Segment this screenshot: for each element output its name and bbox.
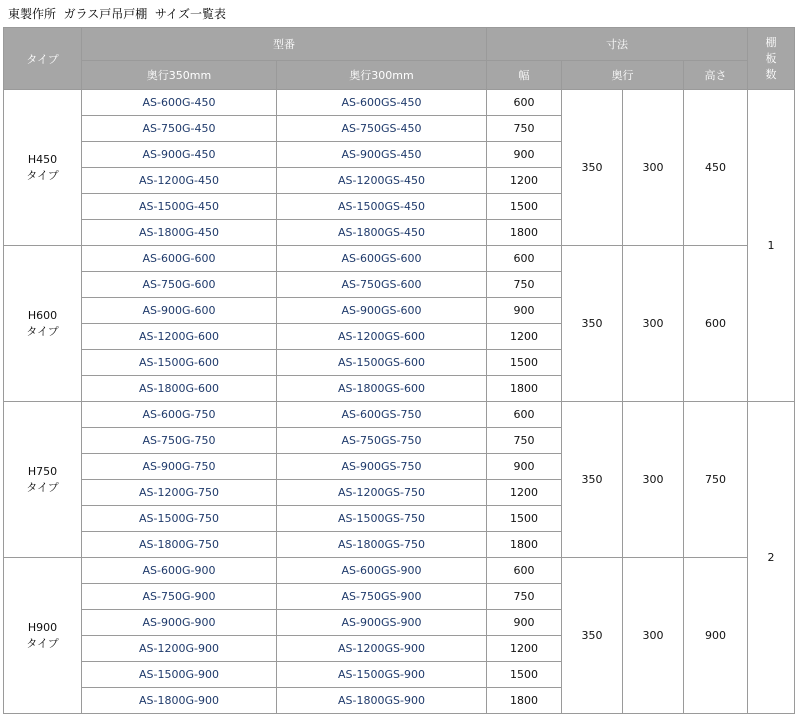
type-suffix: タイプ bbox=[26, 168, 59, 182]
model-350-cell: AS-600G-900 bbox=[82, 558, 277, 584]
table-row bbox=[4, 90, 795, 116]
size-table bbox=[3, 27, 795, 714]
depth-300-cell: 300 bbox=[623, 558, 684, 714]
model-300-cell: AS-900GS-450 bbox=[277, 142, 487, 168]
height-cell: 900 bbox=[684, 558, 748, 714]
model-300-cell: AS-1800GS-450 bbox=[277, 220, 487, 246]
header-shelf-count-char: 板 bbox=[765, 51, 777, 65]
model-350-cell: AS-1500G-900 bbox=[82, 662, 277, 688]
header-model: 型番 bbox=[82, 28, 487, 61]
model-300-cell: AS-1200GS-450 bbox=[277, 168, 487, 194]
header-shelf-count-char: 数 bbox=[765, 67, 777, 81]
type-cell bbox=[4, 558, 82, 714]
type-cell bbox=[4, 402, 82, 558]
type-code: H900 bbox=[27, 620, 58, 634]
depth-350-cell: 350 bbox=[562, 558, 623, 714]
width-cell: 600 bbox=[487, 402, 562, 428]
width-cell: 1200 bbox=[487, 324, 562, 350]
model-350-cell: AS-750G-750 bbox=[82, 428, 277, 454]
width-cell: 750 bbox=[487, 116, 562, 142]
width-cell: 900 bbox=[487, 142, 562, 168]
model-350-cell: AS-1500G-600 bbox=[82, 350, 277, 376]
model-350-cell: AS-600G-450 bbox=[82, 90, 277, 116]
width-cell: 600 bbox=[487, 90, 562, 116]
model-350-cell: AS-600G-750 bbox=[82, 402, 277, 428]
model-300-cell: AS-1200GS-600 bbox=[277, 324, 487, 350]
model-350-cell: AS-1200G-600 bbox=[82, 324, 277, 350]
table-row bbox=[4, 558, 795, 584]
depth-350-cell: 350 bbox=[562, 90, 623, 246]
model-300-cell: AS-750GS-750 bbox=[277, 428, 487, 454]
width-cell: 1800 bbox=[487, 532, 562, 558]
model-300-cell: AS-900GS-900 bbox=[277, 610, 487, 636]
height-cell: 750 bbox=[684, 402, 748, 558]
model-350-cell: AS-750G-450 bbox=[82, 116, 277, 142]
model-300-cell: AS-750GS-900 bbox=[277, 584, 487, 610]
model-300-cell: AS-1500GS-450 bbox=[277, 194, 487, 220]
width-cell: 1200 bbox=[487, 480, 562, 506]
depth-300-cell: 300 bbox=[623, 402, 684, 558]
shelf-count-cell: 1 bbox=[748, 90, 795, 402]
width-cell: 900 bbox=[487, 610, 562, 636]
model-300-cell: AS-1500GS-900 bbox=[277, 662, 487, 688]
header-shelf-count-char: 棚 bbox=[765, 35, 777, 49]
width-cell: 1200 bbox=[487, 636, 562, 662]
header-width: 幅 bbox=[487, 61, 562, 90]
model-300-cell: AS-1500GS-600 bbox=[277, 350, 487, 376]
model-300-cell: AS-750GS-450 bbox=[277, 116, 487, 142]
header-height: 高さ bbox=[684, 61, 748, 90]
width-cell: 1800 bbox=[487, 376, 562, 402]
type-code: H600 bbox=[27, 308, 58, 322]
model-350-cell: AS-1200G-450 bbox=[82, 168, 277, 194]
model-300-cell: AS-900GS-750 bbox=[277, 454, 487, 480]
depth-300-cell: 300 bbox=[623, 90, 684, 246]
model-300-cell: AS-1800GS-750 bbox=[277, 532, 487, 558]
model-300-cell: AS-600GS-600 bbox=[277, 246, 487, 272]
header-type: タイプ bbox=[4, 28, 82, 90]
type-code: H750 bbox=[27, 464, 58, 478]
table-row bbox=[4, 246, 795, 272]
height-cell: 450 bbox=[684, 90, 748, 246]
model-300-cell: AS-1500GS-750 bbox=[277, 506, 487, 532]
width-cell: 750 bbox=[487, 272, 562, 298]
width-cell: 900 bbox=[487, 298, 562, 324]
model-300-cell: AS-600GS-750 bbox=[277, 402, 487, 428]
depth-350-cell: 350 bbox=[562, 246, 623, 402]
model-350-cell: AS-1800G-450 bbox=[82, 220, 277, 246]
model-350-cell: AS-1800G-750 bbox=[82, 532, 277, 558]
model-350-cell: AS-750G-600 bbox=[82, 272, 277, 298]
model-350-cell: AS-1800G-900 bbox=[82, 688, 277, 714]
width-cell: 1500 bbox=[487, 350, 562, 376]
model-350-cell: AS-1500G-450 bbox=[82, 194, 277, 220]
width-cell: 1500 bbox=[487, 662, 562, 688]
shelf-count-cell: 2 bbox=[748, 402, 795, 714]
header-model-350: 奥行350mm bbox=[82, 61, 277, 90]
width-cell: 1800 bbox=[487, 688, 562, 714]
model-300-cell: AS-900GS-600 bbox=[277, 298, 487, 324]
depth-300-cell: 300 bbox=[623, 246, 684, 402]
table-row bbox=[4, 402, 795, 428]
width-cell: 600 bbox=[487, 558, 562, 584]
type-suffix: タイプ bbox=[26, 324, 59, 338]
width-cell: 750 bbox=[487, 428, 562, 454]
table-body bbox=[4, 90, 795, 714]
model-350-cell: AS-750G-900 bbox=[82, 584, 277, 610]
width-cell: 1500 bbox=[487, 194, 562, 220]
model-350-cell: AS-1200G-900 bbox=[82, 636, 277, 662]
model-300-cell: AS-1200GS-900 bbox=[277, 636, 487, 662]
type-code: H450 bbox=[27, 152, 58, 166]
width-cell: 750 bbox=[487, 584, 562, 610]
header-shelf-count-label bbox=[748, 35, 794, 83]
header-model-300: 奥行300mm bbox=[277, 61, 487, 90]
model-300-cell: AS-750GS-600 bbox=[277, 272, 487, 298]
model-300-cell: AS-1200GS-750 bbox=[277, 480, 487, 506]
type-cell bbox=[4, 90, 82, 246]
depth-350-cell: 350 bbox=[562, 402, 623, 558]
type-suffix: タイプ bbox=[26, 480, 59, 494]
width-cell: 900 bbox=[487, 454, 562, 480]
header-dimensions: 寸法 bbox=[487, 28, 748, 61]
model-350-cell: AS-600G-600 bbox=[82, 246, 277, 272]
width-cell: 1500 bbox=[487, 506, 562, 532]
model-300-cell: AS-1800GS-600 bbox=[277, 376, 487, 402]
model-350-cell: AS-900G-750 bbox=[82, 454, 277, 480]
model-300-cell: AS-600GS-900 bbox=[277, 558, 487, 584]
page-title: 東製作所 ガラス戸吊戸棚 サイズ一覧表 bbox=[8, 7, 226, 21]
model-350-cell: AS-900G-450 bbox=[82, 142, 277, 168]
model-350-cell: AS-900G-900 bbox=[82, 610, 277, 636]
model-350-cell: AS-1800G-600 bbox=[82, 376, 277, 402]
width-cell: 1200 bbox=[487, 168, 562, 194]
width-cell: 1800 bbox=[487, 220, 562, 246]
model-350-cell: AS-1500G-750 bbox=[82, 506, 277, 532]
header-shelf-count bbox=[748, 28, 795, 90]
model-350-cell: AS-1200G-750 bbox=[82, 480, 277, 506]
model-350-cell: AS-900G-600 bbox=[82, 298, 277, 324]
model-300-cell: AS-1800GS-900 bbox=[277, 688, 487, 714]
type-cell bbox=[4, 246, 82, 402]
header-depth: 奥行 bbox=[562, 61, 684, 90]
type-suffix: タイプ bbox=[26, 636, 59, 650]
model-300-cell: AS-600GS-450 bbox=[277, 90, 487, 116]
width-cell: 600 bbox=[487, 246, 562, 272]
height-cell: 600 bbox=[684, 246, 748, 402]
